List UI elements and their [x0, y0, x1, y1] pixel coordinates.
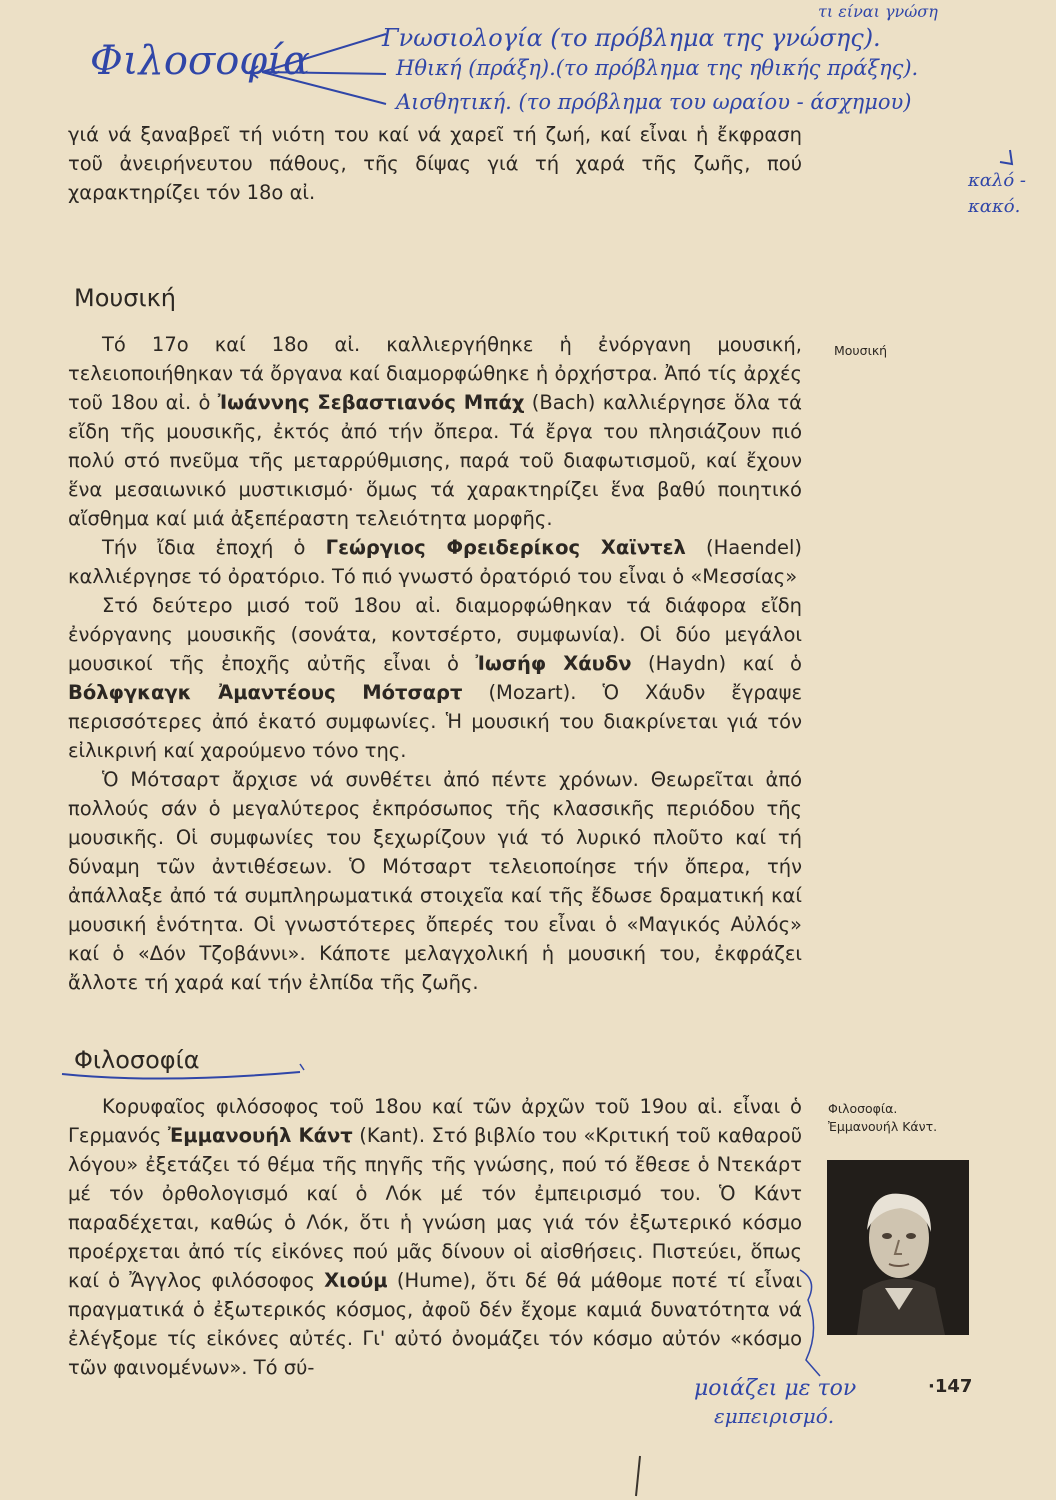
composer-mozart: Βόλφγκαγκ Ἀμαντέους Μότσαρτ: [68, 681, 463, 704]
philosophy-text: [68, 1092, 802, 1382]
composer-handel: Γεώργιος Φρειδερίκος Χαϊντελ: [325, 536, 686, 559]
intro-paragraph-block: [68, 120, 802, 207]
music-paragraph-bach: Τό 17ο καί 18ο αἰ. καλλιεργήθηκε ἡ ἐνόργανη μουσική, τελειοποιήθηκαν τά ὄργανα καί διαμορφώθηκε ἡ ὀρχήστρα. Ἀπό τίς ἀρχές τοῦ 18ου αἰ. ὁ Ἰωάννης Σεβαστιανός Μπάχ (Bach) καλλιέργησε ὅλα τά εἴδη τῆς μουσικῆς, ἐκτός ἀπό τήν ὄπερα. Τά ἔργα του πλησιάζουν πιό πολύ στό πνεῦμα τῆς μεταρρύθμισης, παρά τοῦ διαφωτισμοῦ, καί ἔχουν ἕνα μεσαιωνικό μυστικισμό· ὅμως τά χαρακτηρίζει ἕνα βαθύ ποιητικό αἴσθημα καί μιά ἀξεπέραστη τελειότητα μορφῆς.: [68, 333, 802, 530]
handwritten-title: Φιλοσοφία: [90, 38, 310, 84]
music-heading: Μουσική: [74, 284, 176, 312]
handwritten-bottom-1: μοιάζει με τον: [694, 1376, 857, 1401]
handwritten-line-3: Αισθητική. (το πρόβλημα του ωραίου - άσχημου): [396, 90, 912, 114]
handwritten-side-note: καλό - κακό.: [968, 170, 1027, 217]
music-paragraph-handel: Τήν ἴδια ἐποχή ὁ Γεώργιος Φρειδερίκος Χαϊντελ (Haendel) καλλιέργησε τό ὀρατόριο. Τό πιό γνωστό ὀρατόριό του εἶναι ὁ «Μεσσίας»: [68, 536, 802, 588]
page-number: ·147: [928, 1376, 973, 1397]
composer-bach: Ἰωάννης Σεβαστιανός Μπάχ: [217, 391, 525, 414]
handwritten-bottom-2: εμπειρισμό.: [714, 1404, 835, 1428]
music-margin-label: Μουσική: [834, 343, 888, 358]
composer-haydn: Ἰωσήφ Χάυδν: [475, 652, 632, 675]
intro-paragraph: γιά νά ξαναβρεῖ τή νιότη του καί νά χαρεῖ τή ζωή, καί εἶναι ἡ ἔκφραση τοῦ ἀνειρήνευτου πάθους, τῆς δίψας γιά τή χαρά τῆς ζωῆς, πού χαρακτηρίζει τόν 18ο αἰ.: [68, 123, 802, 204]
handwritten-top-right: τι είναι γνώση: [818, 2, 938, 21]
caption-line-2: Ἐμμανουήλ Κάντ.: [828, 1119, 938, 1134]
kant-portrait: [827, 1160, 969, 1335]
music-text: [68, 330, 802, 997]
music-paragraph-classical: Στό δεύτερο μισό τοῦ 18ου αἰ. διαμορφώθηκαν τά διάφορα εἴδη ἐνόργανης μουσικῆς (σονάτα, κοντσέρτο, συμφωνία). Οἱ δύο μεγάλοι μουσικοί τῆς ἐποχῆς αὐτῆς εἶναι ὁ Ἰωσήφ Χάυδν (Haydn) καί ὁ Βόλφγκαγκ Ἀμαντέους Μότσαρτ (Mozart). Ὁ Χάυδν ἔγραψε περισσότερες ἀπό ἑκατό συμφωνίες. Ἡ μουσική του διακρίνεται γιά τόν εἰλικρινή καί χαρούμενο τόνο της.: [68, 594, 802, 762]
music-paragraph-mozart: Ὁ Μότσαρτ ἄρχισε νά συνθέτει ἀπό πέντε χρόνων. Θεωρεῖται ἀπό πολλούς σάν ὁ μεγαλύτερος ἐκπρόσωπος τῆς κλασσικῆς περιόδου τῆς μουσικῆς. Οἱ συμφωνίες του ξεχωρίζουν γιά τό λυρικό πλοῦτο καί τή δύναμη τῶν ἀντιθέσεων. Ὁ Μότσαρτ τελειοποίησε τήν ὄπερα, τήν ἀπάλλαξε ἀπό τά συμπληρωματικά στοιχεῖα καί τῆς ἔδωσε δραματική καί μουσική ἑνότητα. Οἱ γνωστότερες ὄπερές του εἶναι ὁ «Μαγικός Αὐλός» καί ὁ «Δόν Τζοβάννι». Κάποτε μελαγχολική ἡ μουσική του, ἐκφράζει ἄλλοτε τή χαρά καί τήν ἐλπίδα τῆς ζωῆς.: [68, 768, 802, 994]
caption-line-1: Φιλοσοφία.: [828, 1101, 898, 1116]
philosophy-heading: Φιλοσοφία: [74, 1046, 200, 1074]
philosophy-paragraph-kant: Κορυφαῖος φιλόσοφος τοῦ 18ου καί τῶν ἀρχῶν τοῦ 19ου αἰ. εἶναι ὁ Γερμανός Ἐμμανουήλ Κάντ (Kant). Στό βιβλίο του «Κριτική τοῦ καθαροῦ λόγου» ἐξετάζει τό θέμα τῆς πηγῆς τῆς γνώσης, πού τό ἔθεσε ὁ Ντεκάρτ μέ τόν ὀρθολογισμό καί ὁ Λόκ μέ τόν ἐμπειρισμό του. Ὁ Κάντ παραδέχεται, καθώς ὁ Λόκ, ὅτι ἡ γνώση μας γιά τόν ἐξωτερικό κόσμο προέρχεται ἀπό τίς εἰκόνες πού μᾶς δίνουν οἱ αἰσθήσεις. Πιστεύει, ὅπως καί ὁ Ἄγγλος φιλόσοφος Χιούμ (Hume), ὅτι δέ θά μάθομε ποτέ τί εἶναι πραγματικά ὁ ἐξωτερικός κόσμος, ἀφοῦ δέν ἔχομε καμιά δυνατότητα νά ἐλέγξομε τίς εἰκόνες αὐτές. Γι' αὐτό ὀνομάζει τόν κόσμο αὐτόν «κόσμο τῶν φαινομένων». Τό σύ-: [68, 1095, 803, 1379]
kant-portrait-drawing: [827, 1160, 969, 1335]
handwritten-line-1: Γνωσιολογία (το πρόβλημα της γνώσης).: [382, 24, 881, 52]
philosopher-hume: Χιούμ: [324, 1269, 388, 1292]
philosophy-caption: [828, 1100, 937, 1136]
handwritten-line-2: Ηθική (πράξη).(το πρόβλημα της ηθικής πράξης).: [396, 56, 919, 80]
philosopher-kant: Ἐμμανουήλ Κάντ: [167, 1124, 353, 1147]
